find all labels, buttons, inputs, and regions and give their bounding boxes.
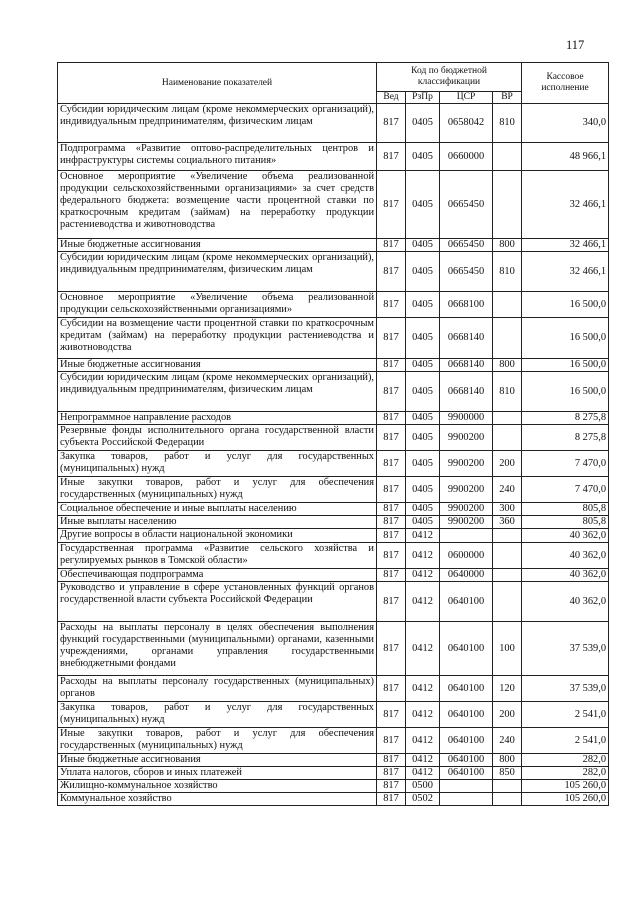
row-ved: 817 bbox=[377, 543, 406, 569]
row-ved: 817 bbox=[377, 728, 406, 754]
row-ved: 817 bbox=[377, 702, 406, 728]
row-vr: 240 bbox=[493, 728, 522, 754]
row-vr bbox=[493, 793, 522, 806]
budget-table bbox=[57, 62, 609, 806]
table-row bbox=[58, 252, 609, 292]
row-name: Закупка товаров, работ и услуг для государственных (муниципальных) нужд bbox=[58, 702, 377, 728]
row-csr: 0640100 bbox=[440, 582, 493, 622]
table-row bbox=[58, 529, 609, 543]
row-rzpr: 0412 bbox=[406, 754, 440, 767]
table-row bbox=[58, 569, 609, 582]
table-row bbox=[58, 793, 609, 806]
row-ved: 817 bbox=[377, 780, 406, 793]
row-rzpr: 0405 bbox=[406, 292, 440, 318]
row-name: Резервные фонды исполнительного органа государственной власти субъекта Российской Федерации bbox=[58, 425, 377, 451]
row-csr: 0665450 bbox=[440, 252, 493, 292]
row-ved: 817 bbox=[377, 569, 406, 582]
row-vr bbox=[493, 543, 522, 569]
row-vr bbox=[493, 292, 522, 318]
row-ved: 817 bbox=[377, 143, 406, 171]
row-amount: 16 500,0 bbox=[522, 359, 609, 372]
row-csr bbox=[440, 780, 493, 793]
row-amount: 8 275,8 bbox=[522, 425, 609, 451]
row-name: Иные закупки товаров, работ и услуг для обеспечения государственных (муниципальных) нужд bbox=[58, 728, 377, 754]
row-name: Основное мероприятие «Увеличение объема реализованной продукции сельскохозяйственными организациями» bbox=[58, 292, 377, 318]
row-vr: 810 bbox=[493, 372, 522, 412]
row-csr: 0640100 bbox=[440, 728, 493, 754]
table-row bbox=[58, 292, 609, 318]
row-name: Субсидии на возмещение части процентной ставки по краткосрочным кредитам (займам) на переработку продукции растениеводства и животноводства bbox=[58, 318, 377, 359]
header-name-column: Наименование показателей bbox=[58, 63, 377, 104]
row-rzpr: 0405 bbox=[406, 503, 440, 516]
row-rzpr: 0412 bbox=[406, 582, 440, 622]
row-vr: 810 bbox=[493, 252, 522, 292]
row-amount: 32 466,1 bbox=[522, 239, 609, 252]
header-code-group: Код по бюджетной классификации bbox=[377, 63, 522, 92]
row-name: Жилищно-коммунальное хозяйство bbox=[58, 780, 377, 793]
row-vr: 850 bbox=[493, 767, 522, 780]
table-row bbox=[58, 171, 609, 239]
row-ved: 817 bbox=[377, 292, 406, 318]
row-amount: 7 470,0 bbox=[522, 451, 609, 477]
table-row bbox=[58, 503, 609, 516]
row-ved: 817 bbox=[377, 252, 406, 292]
row-rzpr: 0412 bbox=[406, 676, 440, 702]
table-row bbox=[58, 582, 609, 622]
table-row bbox=[58, 372, 609, 412]
row-ved: 817 bbox=[377, 104, 406, 143]
row-csr bbox=[440, 529, 493, 543]
row-csr: 9900200 bbox=[440, 451, 493, 477]
row-csr: 9900200 bbox=[440, 425, 493, 451]
row-rzpr: 0405 bbox=[406, 104, 440, 143]
row-rzpr: 0405 bbox=[406, 359, 440, 372]
row-csr: 0668100 bbox=[440, 292, 493, 318]
row-ved: 817 bbox=[377, 676, 406, 702]
row-amount: 805,8 bbox=[522, 503, 609, 516]
table-row bbox=[58, 767, 609, 780]
row-vr: 300 bbox=[493, 503, 522, 516]
row-rzpr: 0405 bbox=[406, 239, 440, 252]
row-ved: 817 bbox=[377, 171, 406, 239]
header-rzpr: РзПр bbox=[406, 92, 440, 104]
row-name: Основное мероприятие «Увеличение объема реализованной продукции сельскохозяйственными организациями» за счет средств федерального бюджета: возмещение части процентной ставки по краткосрочным кредитам (займам) на переработку продукции растениеводства и животноводства bbox=[58, 171, 377, 239]
row-rzpr: 0405 bbox=[406, 143, 440, 171]
row-vr: 100 bbox=[493, 622, 522, 676]
row-amount: 40 362,0 bbox=[522, 543, 609, 569]
row-ved: 817 bbox=[377, 529, 406, 543]
row-amount: 282,0 bbox=[522, 754, 609, 767]
row-name: Субсидии юридическим лицам (кроме некоммерческих организаций), индивидуальным предпринимателям, физическим лицам bbox=[58, 104, 377, 143]
row-vr: 200 bbox=[493, 451, 522, 477]
row-csr: 9900200 bbox=[440, 477, 493, 503]
row-amount: 37 539,0 bbox=[522, 622, 609, 676]
row-rzpr: 0412 bbox=[406, 529, 440, 543]
table-row bbox=[58, 143, 609, 171]
row-csr: 0658042 bbox=[440, 104, 493, 143]
table-row bbox=[58, 728, 609, 754]
row-amount: 2 541,0 bbox=[522, 728, 609, 754]
row-amount: 40 362,0 bbox=[522, 569, 609, 582]
row-amount: 340,0 bbox=[522, 104, 609, 143]
row-ved: 817 bbox=[377, 793, 406, 806]
row-amount: 16 500,0 bbox=[522, 372, 609, 412]
row-name: Другие вопросы в области национальной экономики bbox=[58, 529, 377, 543]
row-amount: 2 541,0 bbox=[522, 702, 609, 728]
row-vr bbox=[493, 425, 522, 451]
row-vr: 810 bbox=[493, 104, 522, 143]
row-ved: 817 bbox=[377, 767, 406, 780]
row-rzpr: 0412 bbox=[406, 767, 440, 780]
row-name: Иные бюджетные ассигнования bbox=[58, 359, 377, 372]
row-rzpr: 0405 bbox=[406, 477, 440, 503]
row-vr bbox=[493, 529, 522, 543]
row-ved: 817 bbox=[377, 318, 406, 359]
row-name: Иные бюджетные ассигнования bbox=[58, 239, 377, 252]
row-name: Расходы на выплаты персоналу в целях обеспечения выполнения функций государственными (муниципальными) органами, казенными учреждениями, органами управления государственными внебюджетными фондами bbox=[58, 622, 377, 676]
table-row bbox=[58, 516, 609, 529]
row-ved: 817 bbox=[377, 372, 406, 412]
row-amount: 32 466,1 bbox=[522, 252, 609, 292]
row-csr: 0660000 bbox=[440, 143, 493, 171]
row-vr: 360 bbox=[493, 516, 522, 529]
row-vr: 240 bbox=[493, 477, 522, 503]
row-name: Субсидии юридическим лицам (кроме некоммерческих организаций), индивидуальным предпринимателям, физическим лицам bbox=[58, 252, 377, 292]
row-vr: 800 bbox=[493, 359, 522, 372]
row-vr bbox=[493, 171, 522, 239]
row-rzpr: 0405 bbox=[406, 372, 440, 412]
table-row bbox=[58, 622, 609, 676]
row-amount: 40 362,0 bbox=[522, 529, 609, 543]
row-ved: 817 bbox=[377, 582, 406, 622]
row-name: Иные бюджетные ассигнования bbox=[58, 754, 377, 767]
row-vr: 200 bbox=[493, 702, 522, 728]
table-row bbox=[58, 780, 609, 793]
row-vr bbox=[493, 569, 522, 582]
header-csr: ЦСР bbox=[440, 92, 493, 104]
table-row bbox=[58, 543, 609, 569]
row-csr: 9900200 bbox=[440, 516, 493, 529]
row-vr bbox=[493, 143, 522, 171]
table-row bbox=[58, 239, 609, 252]
row-csr: 0668140 bbox=[440, 318, 493, 359]
row-vr: 800 bbox=[493, 239, 522, 252]
row-vr: 800 bbox=[493, 754, 522, 767]
table-row bbox=[58, 318, 609, 359]
table-row bbox=[58, 359, 609, 372]
table-row bbox=[58, 412, 609, 425]
row-csr: 0640100 bbox=[440, 622, 493, 676]
row-name: Субсидии юридическим лицам (кроме некоммерческих организаций), индивидуальным предпринимателям, физическим лицам bbox=[58, 372, 377, 412]
page-number: 117 bbox=[566, 38, 585, 52]
row-name: Коммунальное хозяйство bbox=[58, 793, 377, 806]
row-rzpr: 0412 bbox=[406, 543, 440, 569]
row-ved: 817 bbox=[377, 239, 406, 252]
row-amount: 16 500,0 bbox=[522, 292, 609, 318]
row-ved: 817 bbox=[377, 359, 406, 372]
row-csr: 0640100 bbox=[440, 676, 493, 702]
row-amount: 48 966,1 bbox=[522, 143, 609, 171]
row-ved: 817 bbox=[377, 425, 406, 451]
row-vr bbox=[493, 582, 522, 622]
table-row bbox=[58, 702, 609, 728]
row-rzpr: 0405 bbox=[406, 425, 440, 451]
row-vr bbox=[493, 318, 522, 359]
row-vr bbox=[493, 412, 522, 425]
row-csr: 0668140 bbox=[440, 359, 493, 372]
row-csr bbox=[440, 793, 493, 806]
row-amount: 37 539,0 bbox=[522, 676, 609, 702]
row-name: Государственная программа «Развитие сельского хозяйства и регулируемых рынков в Томской области» bbox=[58, 543, 377, 569]
row-rzpr: 0405 bbox=[406, 451, 440, 477]
header-ved: Вед bbox=[377, 92, 406, 104]
row-rzpr: 0405 bbox=[406, 516, 440, 529]
row-csr: 9900200 bbox=[440, 503, 493, 516]
row-ved: 817 bbox=[377, 754, 406, 767]
row-name: Социальное обеспечение и иные выплаты населению bbox=[58, 503, 377, 516]
row-vr: 120 bbox=[493, 676, 522, 702]
row-amount: 105 260,0 bbox=[522, 793, 609, 806]
table-row bbox=[58, 477, 609, 503]
row-ved: 817 bbox=[377, 516, 406, 529]
row-amount: 32 466,1 bbox=[522, 171, 609, 239]
row-csr: 0668140 bbox=[440, 372, 493, 412]
row-amount: 40 362,0 bbox=[522, 582, 609, 622]
row-csr: 0665450 bbox=[440, 239, 493, 252]
row-rzpr: 0405 bbox=[406, 318, 440, 359]
row-amount: 8 275,8 bbox=[522, 412, 609, 425]
row-csr: 0640000 bbox=[440, 569, 493, 582]
row-rzpr: 0500 bbox=[406, 780, 440, 793]
row-name: Руководство и управление в сфере установленных функций органов государственной власти субъекта Российской Федерации bbox=[58, 582, 377, 622]
row-name: Обеспечивающая подпрограмма bbox=[58, 569, 377, 582]
row-rzpr: 0412 bbox=[406, 702, 440, 728]
row-csr: 0640100 bbox=[440, 767, 493, 780]
row-name: Иные выплаты населению bbox=[58, 516, 377, 529]
row-name: Иные закупки товаров, работ и услуг для обеспечения государственных (муниципальных) нужд bbox=[58, 477, 377, 503]
table-row bbox=[58, 451, 609, 477]
row-rzpr: 0412 bbox=[406, 569, 440, 582]
row-amount: 7 470,0 bbox=[522, 477, 609, 503]
row-name: Подпрограмма «Развитие оптово-распределительных центров и инфраструктуры системы социального питания» bbox=[58, 143, 377, 171]
row-ved: 817 bbox=[377, 451, 406, 477]
row-rzpr: 0405 bbox=[406, 412, 440, 425]
row-ved: 817 bbox=[377, 412, 406, 425]
row-rzpr: 0412 bbox=[406, 622, 440, 676]
row-vr bbox=[493, 780, 522, 793]
table-row bbox=[58, 676, 609, 702]
row-rzpr: 0502 bbox=[406, 793, 440, 806]
row-csr: 0640100 bbox=[440, 754, 493, 767]
row-name: Расходы на выплаты персоналу государственных (муниципальных) органов bbox=[58, 676, 377, 702]
row-ved: 817 bbox=[377, 503, 406, 516]
row-ved: 817 bbox=[377, 622, 406, 676]
table-row bbox=[58, 425, 609, 451]
table-body bbox=[58, 104, 609, 806]
row-name: Закупка товаров, работ и услуг для государственных (муниципальных) нужд bbox=[58, 451, 377, 477]
row-amount: 105 260,0 bbox=[522, 780, 609, 793]
header-vr: ВР bbox=[493, 92, 522, 104]
row-rzpr: 0412 bbox=[406, 728, 440, 754]
row-name: Непрограммное направление расходов bbox=[58, 412, 377, 425]
row-rzpr: 0405 bbox=[406, 252, 440, 292]
row-csr: 0640100 bbox=[440, 702, 493, 728]
row-amount: 282,0 bbox=[522, 767, 609, 780]
table-row bbox=[58, 104, 609, 143]
row-rzpr: 0405 bbox=[406, 171, 440, 239]
row-name: Уплата налогов, сборов и иных платежей bbox=[58, 767, 377, 780]
table-row bbox=[58, 754, 609, 767]
row-csr: 0600000 bbox=[440, 543, 493, 569]
row-amount: 805,8 bbox=[522, 516, 609, 529]
row-csr: 0665450 bbox=[440, 171, 493, 239]
row-csr: 9900000 bbox=[440, 412, 493, 425]
header-amount-column: Кассовое исполнение bbox=[522, 63, 609, 104]
row-ved: 817 bbox=[377, 477, 406, 503]
row-amount: 16 500,0 bbox=[522, 318, 609, 359]
